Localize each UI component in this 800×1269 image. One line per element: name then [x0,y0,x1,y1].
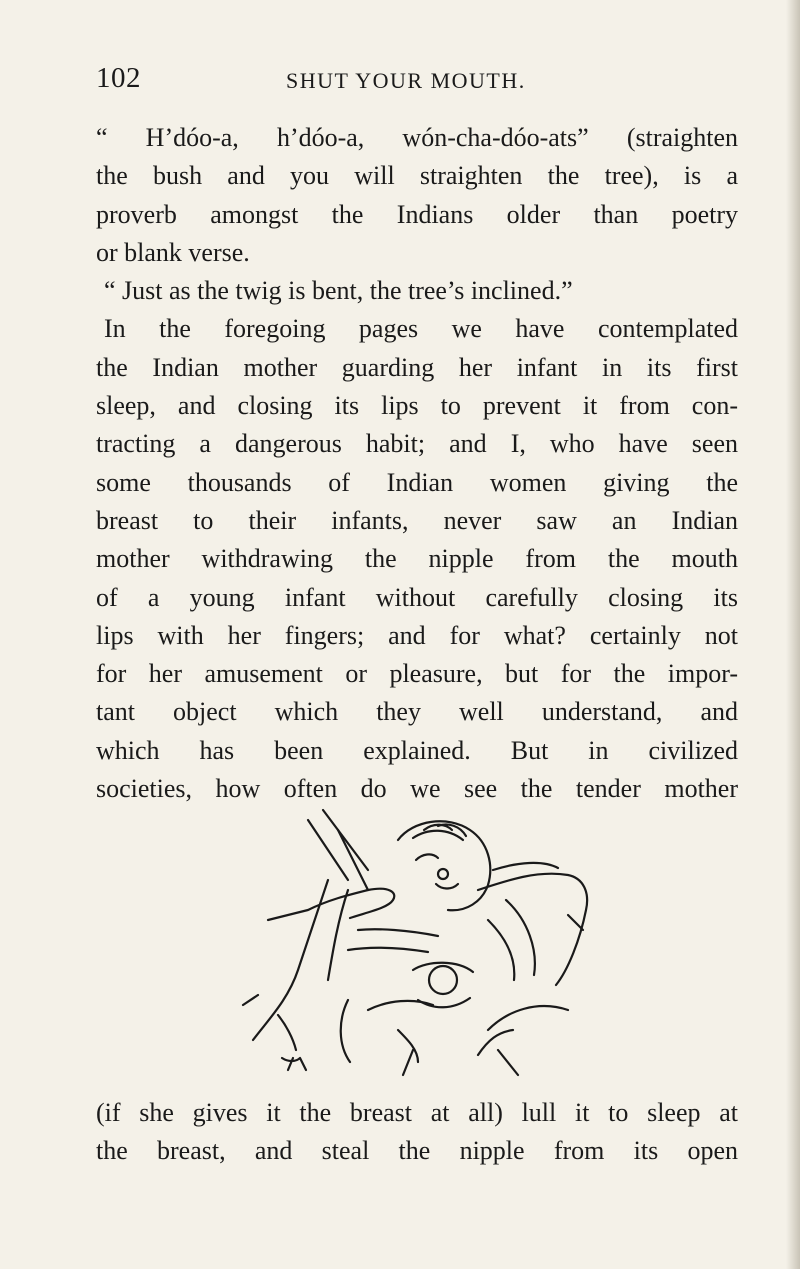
lower-fold [278,1015,296,1050]
mother-finger [328,890,348,980]
text-line: which has been explained. But in civilized [96,735,738,765]
finger-tips [282,1058,306,1070]
fold-line [506,900,535,975]
text-line: sleep, and closing its lips to prevent it from con- [96,391,738,421]
text-line: the bush and you will straighten the tree), is a [96,161,738,191]
lip-line [413,963,473,972]
text-line: societies, how often do we see the tender mother [96,774,738,804]
text-line: the Indian mother guarding her infant in its first [96,352,738,382]
lower-fold [488,1006,568,1030]
mother-finger [358,929,438,936]
line-drawing [238,800,604,1080]
body-text-lower [96,1094,738,1171]
infant-head-outline [398,821,490,910]
text-line: proverb amongst the Indians older than poetry [96,199,738,229]
quote-line: “ Just as the twig is bent, the tree’s inclined.” [104,276,573,306]
mother-breast-outline [478,874,587,985]
body-text-upper [96,119,738,808]
stroke-line [338,830,368,890]
lower-fold [398,1030,418,1062]
mother-finger [348,948,428,952]
stroke-line [308,820,348,880]
lower-fold [341,1000,350,1062]
text-line: mother withdrawing the nipple from the mouth [96,544,738,574]
text-line: (if she gives it the breast at all) lull it to sleep at [96,1098,738,1127]
text-line: for her amusement or pleasure, but for the impor- [96,659,738,689]
stroke-line [403,1050,413,1075]
nipple-detail [429,966,457,994]
stroke-line [568,915,583,930]
infant-brow [416,854,438,860]
mother-hand-thumb [268,889,394,920]
infant-eye [438,869,448,879]
lower-fold [368,1001,433,1010]
text-line: “ H’dóo-a, h’dóo-a, wón-cha-dóo-ats” (straighten [96,123,738,152]
text-line: breast to their infants, never saw an Indian [96,505,738,535]
fold-line [493,863,558,870]
text-line: tracting a dangerous habit; and I, who have seen [96,429,738,459]
stroke-line [323,810,368,870]
page-number: 102 [96,62,141,94]
page-edge-shadow [786,0,800,1269]
mother-arm-outline [253,880,328,1040]
fold-line [488,920,514,980]
infant-mouth [436,884,458,889]
running-head: SHUT YOUR MOUTH. [286,68,526,93]
stroke-line [498,1050,518,1075]
text-line: the breast, and steal the nipple from its open [96,1136,738,1166]
stroke-line [243,995,258,1005]
infant-hair [413,831,463,840]
lower-fold [478,1030,513,1055]
text-line: tant object which they well understand, and [96,697,738,727]
illustration-mother-and-infant [238,800,604,1080]
text-line: In the foregoing pages we have contemplated [104,314,738,344]
page-header [96,62,736,102]
text-line: lips with her fingers; and for what? certainly not [96,620,738,650]
text-line: or blank verse. [96,237,250,267]
text-line: of a young infant without carefully closing its [96,582,738,612]
text-line: some thousands of Indian women giving the [96,467,738,497]
